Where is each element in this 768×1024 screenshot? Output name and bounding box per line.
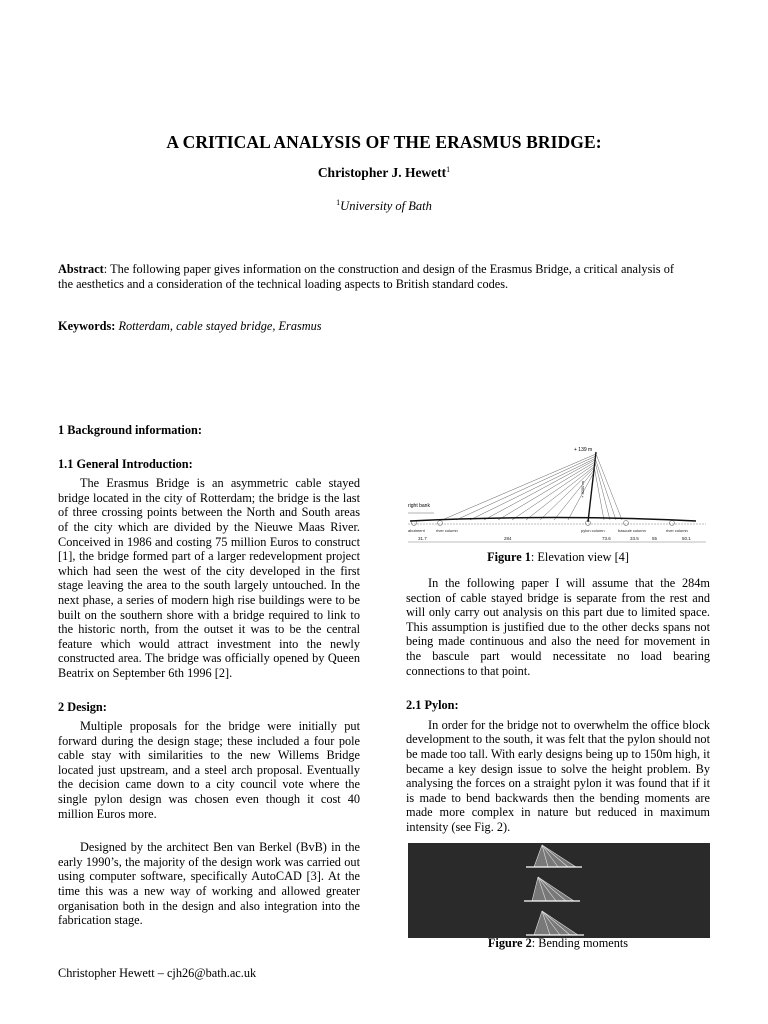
abstract-label: Abstract <box>58 262 104 276</box>
figure-1-caption <box>406 550 710 565</box>
fig1-label-pylon-column: pylon column <box>581 528 605 533</box>
fig1-dim-6: 50.1 <box>682 536 691 541</box>
fig1-height-label: + 3000 m <box>580 481 585 498</box>
fig1-bank-label: right bank <box>408 503 430 509</box>
fig1-dim-1: 31.7 <box>418 536 427 541</box>
paragraph-assumption: In the following paper I will assume that the 284m section of cable stayed bridge is separate from the rest and will only carry out analysis on this part due to limited space. This assumption is justified due to the other decks spans not being made continuous and also the need for movement in the bascule part would necessitate no load bearing connections to that point. <box>406 576 710 678</box>
section-heading-general-intro: 1.1 General Introduction: <box>58 456 193 471</box>
section-heading-pylon: 2.1 Pylon: <box>406 698 459 713</box>
affiliation-name: University of Bath <box>340 199 432 213</box>
fig1-top-label: + 139 m <box>574 447 593 453</box>
fig1-dim-2: 284 <box>504 536 512 541</box>
figure-2-bending-moments-image <box>408 843 710 938</box>
fig1-label-river-column-2: river column <box>666 528 688 533</box>
abstract-text: : The following paper gives information on the construction and design of the Erasmus Bridge, a critical analysis of the aesthetics and a consideration of the technical loading aspects to British standard codes. <box>58 262 674 291</box>
figure-2-caption-label: Figure 2 <box>487 936 532 950</box>
fig1-dim-3: 73.6 <box>602 536 611 541</box>
keywords-label: Keywords: <box>58 319 116 333</box>
fig1-cables-back <box>594 454 622 520</box>
paragraph-design-proposals: Multiple proposals for the bridge were initially put forward during the design stage; these included a four pole cable stay with similarities to the new Willems Bridge located just upstream, and a steel arch proposal. Eventually the decision came down to a city council vote where the single pylon design was chosen even though it cost 40 million Euros more. <box>58 719 360 821</box>
author-name: Christopher J. Hewett <box>317 165 447 180</box>
fig1-label-river-column-1: river column <box>436 528 458 533</box>
fig1-pylon <box>588 452 596 522</box>
figure-1-caption-label: Figure 1 <box>487 550 531 564</box>
abstract <box>58 262 674 292</box>
paragraph-general-intro: The Erasmus Bridge is an asymmetric cable stayed bridge located in the city of Rotterdam; the bridge is the last of three crossing points between the North and South areas of the city which are divided by the Nieuwe Maas River. Conceived in 1986 and costing 75 million Euros to construct [1], the bridge formed part of a larger redevelopment project which had seen the west of the city developed in the first stage leaving the area to the south largely untouched. In the next phase, a series of modern high rise buildings were to be built on the southern shore with a bridge required to link to the historic north, from the outset it was to be the central feature which would attract investment into the newly constructed area. The bridge was officially opened by Queen Beatrix on September 6th 1996 [2]. <box>58 476 360 680</box>
fig1-dim-5: 55 <box>652 536 658 541</box>
affiliation-line <box>0 198 768 214</box>
fig1-label-abutment: abutment <box>408 528 425 533</box>
keywords <box>58 319 674 334</box>
affiliation-superscript: 1 <box>336 198 341 207</box>
fig1-deck <box>410 518 696 522</box>
figure-1-caption-text: : Elevation view [4] <box>530 550 629 564</box>
section-heading-background: 1 Background information: <box>58 423 202 437</box>
paper-title: A CRITICAL ANALYSIS OF THE ERASMUS BRIDGE: <box>166 132 602 152</box>
fig1-labels <box>408 521 688 534</box>
author-superscript: 1 <box>446 165 451 174</box>
figure-2-caption-text: : Bending moments <box>531 936 629 950</box>
right-column <box>406 576 710 835</box>
section-heading-design: 2 Design: <box>58 699 107 714</box>
paragraph-design-architect: Designed by the architect Ben van Berkel (BvB) in the early 1990’s, the majority of the design work was carried out using computer software, specifically AutoCAD [3]. At the time this was a new way of working and allowed greater organisation both in the design and also integration into the fabrication stage. <box>58 840 360 928</box>
paragraph-pylon: In order for the bridge not to overwhelm the office block development to the south, it was felt that the pylon should not be made too tall. With early designs being up to 150m high, it became a key design issue to solve the height problem. By analysing the forces on a straight pylon it was found that if it is made to bend backwards then the bending moments are made more complex in nature but reduced in maximum intensity (see Fig. 2). <box>406 717 710 834</box>
keywords-text: Rotterdam, cable stayed bridge, Erasmus <box>118 319 322 333</box>
footer-contact: Christopher Hewett – cjh26@bath.ac.uk <box>58 966 257 980</box>
fig1-dim-4: 33.5 <box>630 536 639 541</box>
fig1-dimensions <box>418 536 691 541</box>
author-line <box>0 165 768 181</box>
fig1-cables-front <box>442 454 596 520</box>
left-column <box>58 423 360 928</box>
figure-1-elevation-drawing <box>406 442 710 550</box>
fig1-label-bascule-column: bascule column <box>618 528 646 533</box>
figure-2-caption <box>406 936 710 951</box>
